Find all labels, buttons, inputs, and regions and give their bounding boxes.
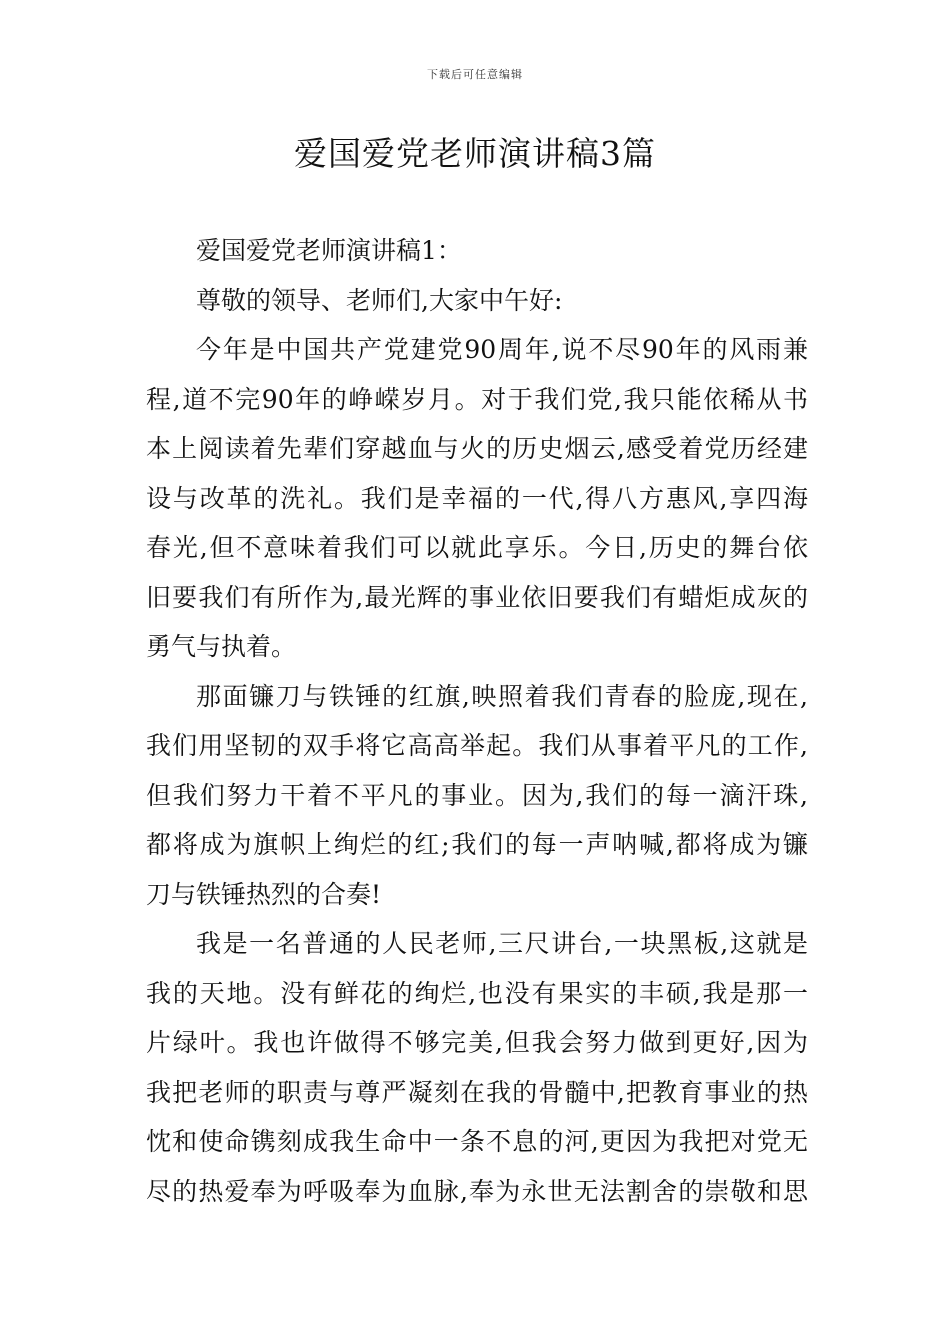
paragraph-line: 旧要我们有所作为,最光辉的事业依旧要我们有蜡炬成灰的	[146, 582, 808, 612]
paragraph-line: 本上阅读着先辈们穿越血与火的历史烟云,感受着党历经建	[146, 434, 808, 463]
paragraph-line: 今年是中国共产党建党90周年,说不尽90年的风雨兼	[196, 335, 808, 364]
section-subtitle: 爱国爱党老师演讲稿1：	[196, 236, 462, 265]
paragraph-line: 那面镰刀与铁锤的红旗,映照着我们青春的脸庞,现在,	[196, 681, 808, 711]
paragraph	[146, 672, 808, 920]
document-title: 爱国爱党老师演讲稿3篇	[294, 134, 656, 173]
paragraph-line: 忱和使命镌刻成我生命中一条不息的河,更因为我把对党无	[146, 1127, 808, 1156]
paragraph	[146, 919, 808, 1216]
paragraph-line: 我的天地。没有鲜花的绚烂,也没有果实的丰硕,我是那一	[146, 978, 808, 1008]
paragraph-line: 我把老师的职责与尊严凝刻在我的骨髓中,把教育事业的热	[146, 1077, 808, 1107]
paragraph-line: 都将成为旗帜上绚烂的红;我们的每一声呐喊,都将成为镰	[146, 830, 808, 859]
document-body	[146, 226, 808, 1216]
paragraph-line: 尽的热爱奉为呼吸奉为血脉,奉为永世无法割舍的崇敬和思	[146, 1176, 808, 1206]
paragraph-line: 勇气与执着。	[146, 632, 297, 661]
paragraph	[146, 325, 808, 672]
header-note: 下载后可任意编辑	[427, 68, 523, 81]
paragraph-line: 我是一名普通的人民老师,三尺讲台,一块黑板,这就是	[196, 929, 808, 958]
greeting-line: 尊敬的领导、老师们,大家中午好:	[196, 285, 563, 315]
paragraph-line: 片绿叶。我也许做得不够完美,但我会努力做到更好,因为	[146, 1028, 808, 1057]
paragraph-line: 春光,但不意味着我们可以就此享乐。今日,历史的舞台依	[146, 533, 808, 562]
paragraph-line: 设与改革的洗礼。我们是幸福的一代,得八方惠风,享四海	[146, 483, 808, 513]
paragraph-line: 刀与铁锤热烈的合奏!	[146, 879, 382, 909]
paragraph-line: 我们用坚韧的双手将它高高举起。我们从事着平凡的工作,	[146, 731, 808, 760]
paragraph-line: 程,道不完90年的峥嵘岁月。对于我们党,我只能依稀从书	[146, 384, 808, 414]
paragraph-line: 但我们努力干着不平凡的事业。因为,我们的每一滴汗珠,	[146, 780, 808, 810]
